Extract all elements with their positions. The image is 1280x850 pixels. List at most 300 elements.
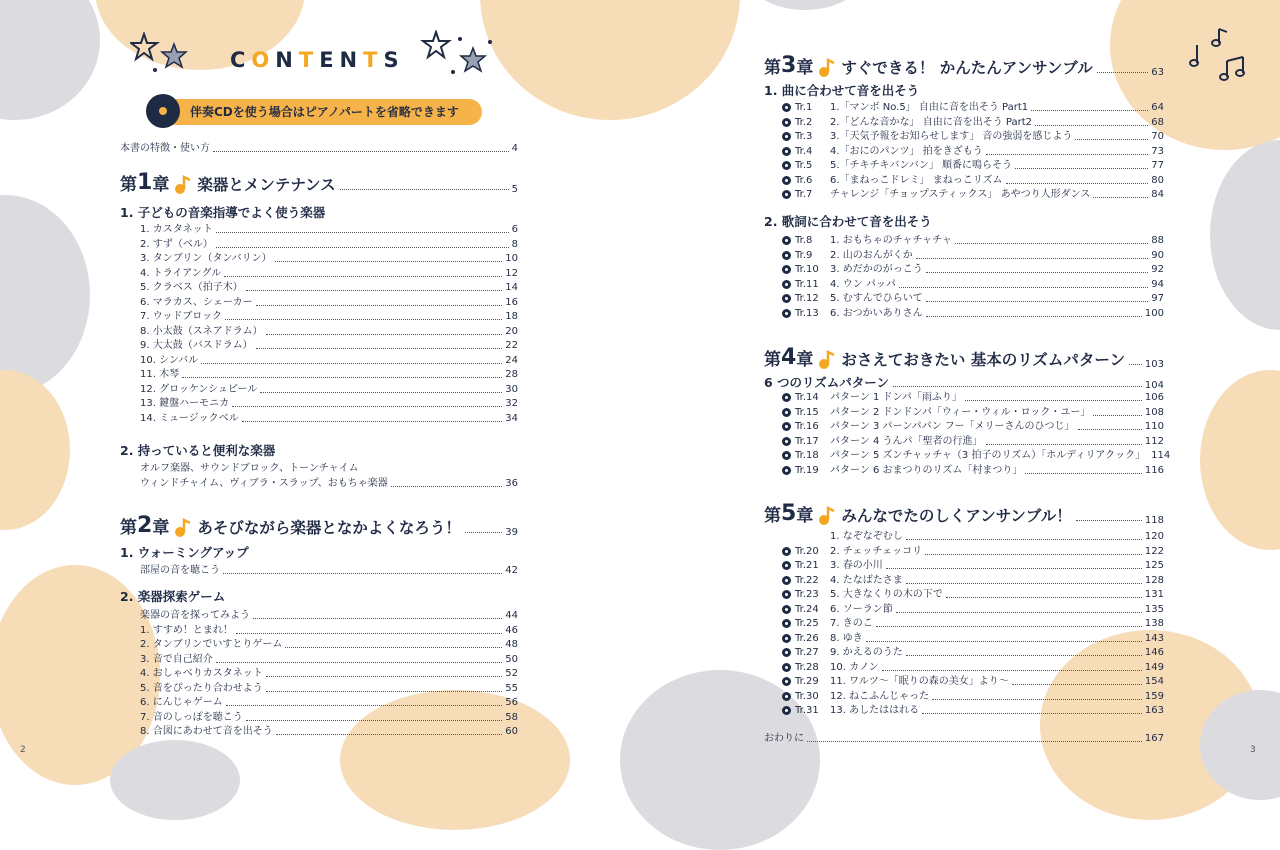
toc-entry[interactable] bbox=[140, 711, 518, 724]
entry-page: 42 bbox=[505, 565, 518, 576]
entry-label: オルフ楽器、サウンドブロック、トーンチャイム bbox=[140, 463, 359, 474]
toc-entry[interactable] bbox=[782, 661, 1164, 674]
cd-track-icon bbox=[782, 393, 791, 402]
entry-page: 143 bbox=[1144, 632, 1164, 644]
toc-entry[interactable] bbox=[140, 609, 518, 622]
cd-notice-text: 伴奏CDを使う場合はピアノパートを省略できます bbox=[190, 105, 459, 119]
track-marker bbox=[782, 159, 830, 172]
toc-entry[interactable] bbox=[782, 249, 1164, 262]
entry-label: 1.「マンボ No.5」 自由に音を出そう Part1 bbox=[830, 102, 1029, 113]
track-number: Tr.10 bbox=[795, 264, 819, 275]
toc-entry[interactable] bbox=[782, 435, 1164, 448]
toc-entry[interactable] bbox=[140, 339, 518, 352]
entry-label: パターン 1 ドンパ「雨ふり」 bbox=[830, 392, 962, 403]
cd-track-icon bbox=[782, 466, 791, 475]
track-number: Tr.14 bbox=[795, 392, 819, 403]
toc-entry[interactable] bbox=[782, 292, 1164, 305]
title-letter: N bbox=[275, 48, 299, 72]
track-number: Tr.22 bbox=[795, 574, 819, 586]
title-letter: N bbox=[339, 48, 364, 72]
cd-track-icon bbox=[782, 408, 791, 417]
page-number-right: 3 bbox=[1250, 745, 1256, 755]
entry-page: 106 bbox=[1144, 392, 1164, 403]
chapter-prefix: 第 bbox=[120, 518, 137, 538]
entry-page: 8 bbox=[511, 238, 518, 250]
toc-entry[interactable] bbox=[782, 263, 1164, 276]
toc-entry[interactable] bbox=[140, 281, 518, 294]
entry-page: 6 bbox=[511, 224, 518, 235]
toc-entry[interactable] bbox=[782, 391, 1164, 404]
chapter-title: すぐできる！ かんたんアンサンブル bbox=[841, 59, 1093, 77]
toc-entry[interactable] bbox=[782, 588, 1164, 601]
track-number: Tr.2 bbox=[795, 116, 813, 128]
section-title: 1. 曲に合わせて音を出そう bbox=[764, 83, 920, 98]
toc-entry[interactable] bbox=[140, 296, 518, 309]
chapter-prefix: 第 bbox=[120, 175, 137, 195]
track-marker bbox=[782, 545, 830, 558]
entry-label: 本書の特徴・使い方 bbox=[120, 143, 210, 154]
cd-track-icon bbox=[782, 118, 791, 127]
cd-track-icon bbox=[782, 663, 791, 672]
note-icon bbox=[173, 175, 193, 195]
cd-track-icon bbox=[782, 547, 791, 556]
toc-entry[interactable] bbox=[140, 462, 518, 475]
track-number: Tr.4 bbox=[795, 145, 813, 157]
toc-entry[interactable] bbox=[764, 732, 1164, 745]
cd-track-icon bbox=[782, 265, 791, 274]
entry-page: 131 bbox=[1144, 589, 1164, 600]
entry-page: 146 bbox=[1144, 647, 1164, 658]
title-letter: E bbox=[319, 48, 340, 72]
track-number: Tr.26 bbox=[795, 632, 819, 644]
toc-entry[interactable] bbox=[782, 704, 1164, 717]
track-marker bbox=[782, 661, 830, 674]
entry-label: 11. ワルツ～「眠りの森の美女」より～ bbox=[830, 676, 1009, 687]
chapter-heading[interactable] bbox=[764, 48, 1164, 78]
chapter-page: 39 bbox=[505, 527, 518, 538]
track-number: Tr.30 bbox=[795, 690, 819, 702]
entry-page: 100 bbox=[1144, 307, 1164, 319]
chapter-suffix: 章 bbox=[152, 175, 170, 195]
toc-entry[interactable] bbox=[140, 412, 518, 425]
section-heading bbox=[120, 441, 275, 459]
section-page: 104 bbox=[1144, 380, 1164, 391]
note-icon bbox=[817, 58, 837, 78]
entry-page: 12 bbox=[505, 267, 518, 279]
section-heading bbox=[764, 212, 932, 230]
toc-entry[interactable] bbox=[140, 223, 518, 236]
track-number: Tr.23 bbox=[795, 589, 819, 600]
title-letter: T bbox=[298, 48, 320, 72]
entry-label: チャレンジ「チョップスティックス」 あやつり人形ダンス bbox=[830, 189, 1091, 200]
entry-label: 4. ウン パッパ bbox=[830, 278, 896, 290]
entry-page: 128 bbox=[1144, 574, 1164, 586]
chapter-heading[interactable] bbox=[120, 508, 518, 538]
track-marker bbox=[782, 292, 830, 305]
toc-entry[interactable] bbox=[140, 564, 518, 577]
toc-entry[interactable] bbox=[782, 646, 1164, 659]
entry-label: 10. シンバル bbox=[140, 354, 199, 366]
entry-label: 6. ソーラン節 bbox=[830, 603, 893, 615]
entry-label: 3. めだかのがっこう bbox=[830, 264, 923, 275]
entry-label: おわりに bbox=[764, 733, 804, 744]
track-marker bbox=[782, 646, 830, 659]
toc-entry[interactable] bbox=[782, 130, 1164, 143]
track-number: Tr.7 bbox=[795, 189, 813, 200]
chapter-number: 5 bbox=[781, 501, 797, 526]
track-marker bbox=[782, 632, 830, 645]
toc-entry[interactable] bbox=[782, 278, 1164, 291]
section-title: 2. 楽器探索ゲーム bbox=[120, 589, 226, 604]
chapter-heading[interactable] bbox=[764, 340, 1164, 370]
track-number: Tr.16 bbox=[795, 421, 819, 432]
chapter-title: あそびながら楽器となかよくなろう！ bbox=[197, 519, 461, 537]
entry-page: 30 bbox=[505, 383, 518, 395]
cd-track-icon bbox=[782, 176, 791, 185]
toc-entry[interactable] bbox=[140, 238, 518, 251]
toc-entry[interactable] bbox=[782, 188, 1164, 201]
entry-label: 10. カノン bbox=[830, 661, 879, 673]
entry-page: 159 bbox=[1144, 690, 1164, 702]
toc-entry[interactable] bbox=[140, 667, 518, 680]
toc-entry[interactable] bbox=[140, 397, 518, 410]
entry-page: 14 bbox=[505, 282, 518, 293]
toc-entry[interactable] bbox=[782, 159, 1164, 172]
entry-label: 9. かえるのうた bbox=[830, 647, 903, 658]
toc-entry[interactable] bbox=[140, 638, 518, 651]
entry-page: 32 bbox=[505, 398, 518, 409]
toc-entry[interactable] bbox=[782, 420, 1164, 433]
note-icon bbox=[817, 506, 837, 526]
chapter-suffix: 章 bbox=[152, 518, 170, 538]
track-marker bbox=[782, 391, 830, 404]
toc-entry[interactable] bbox=[140, 477, 518, 490]
track-number: Tr.9 bbox=[795, 249, 813, 261]
entry-label: 3. 春の小川 bbox=[830, 560, 883, 571]
toc-entry[interactable] bbox=[782, 449, 1171, 462]
track-marker bbox=[782, 249, 830, 262]
toc-entry[interactable] bbox=[140, 653, 518, 666]
entry-page: 52 bbox=[505, 668, 518, 679]
entry-label: パターン 3 パーンパパン フー「メリーさんのひつじ」 bbox=[830, 421, 1075, 432]
entry-page: 97 bbox=[1151, 293, 1164, 304]
track-number: Tr.13 bbox=[795, 307, 819, 319]
title-letter: T bbox=[363, 48, 384, 72]
cd-notice bbox=[152, 99, 482, 125]
entry-page: 50 bbox=[505, 653, 518, 665]
toc-entry[interactable] bbox=[782, 545, 1164, 558]
entry-page: 149 bbox=[1144, 661, 1164, 673]
entry-page: 58 bbox=[505, 711, 518, 723]
entry-page: 125 bbox=[1144, 560, 1164, 571]
track-number: Tr.3 bbox=[795, 131, 813, 142]
entry-label: 2. 山のおんがくか bbox=[830, 249, 913, 261]
toc-entry[interactable] bbox=[140, 725, 518, 738]
entry-page: 114 bbox=[1151, 450, 1171, 461]
cd-track-icon bbox=[782, 451, 791, 460]
track-number: Tr.25 bbox=[795, 618, 819, 629]
entry-page: 110 bbox=[1144, 421, 1164, 432]
section-title: 1. 子どもの音楽指導でよく使う楽器 bbox=[120, 205, 326, 220]
title-letter: C bbox=[230, 48, 252, 72]
entry-page: 18 bbox=[505, 311, 518, 322]
track-number: Tr.28 bbox=[795, 661, 819, 673]
entry-label: ウィンドチャイム、ヴィブラ・スラップ、おもちゃ楽器 bbox=[140, 478, 388, 489]
entry-label: 5. 大きなくりの木の下で bbox=[830, 589, 943, 600]
track-number: Tr.24 bbox=[795, 603, 819, 615]
track-number: Tr.17 bbox=[795, 435, 819, 447]
cd-track-icon bbox=[782, 251, 791, 260]
track-number: Tr.31 bbox=[795, 705, 819, 716]
entry-page: 108 bbox=[1144, 406, 1164, 418]
section-title: 1. ウォーミングアップ bbox=[120, 545, 249, 560]
toc-entry[interactable] bbox=[140, 624, 518, 637]
entry-label: 13. あしたははれる bbox=[830, 705, 920, 716]
toc-entry[interactable] bbox=[782, 574, 1164, 587]
bg-circle bbox=[0, 195, 90, 395]
chapter-heading[interactable] bbox=[120, 165, 518, 195]
entry-label: 2. チェッチェッコリ bbox=[830, 545, 923, 557]
track-marker bbox=[782, 263, 830, 276]
section-heading bbox=[120, 587, 225, 605]
toc-entry[interactable] bbox=[782, 617, 1164, 630]
track-number: Tr.11 bbox=[795, 278, 819, 290]
toc-entry[interactable] bbox=[140, 696, 518, 709]
toc-entry[interactable] bbox=[140, 252, 518, 265]
cd-track-icon bbox=[782, 706, 791, 715]
cd-icon bbox=[146, 94, 180, 128]
track-marker bbox=[782, 435, 830, 448]
entry-label: 5.「チキチキバンバン」 順番に鳴らそう bbox=[830, 160, 1013, 171]
track-marker bbox=[782, 574, 830, 587]
toc-entry[interactable] bbox=[782, 632, 1164, 645]
entry-label: 7. 音のしっぽを聴こう bbox=[140, 711, 243, 723]
music-notes-icon bbox=[1185, 25, 1255, 85]
track-marker bbox=[782, 234, 830, 247]
bg-circle bbox=[1210, 140, 1280, 330]
chapter-suffix: 章 bbox=[796, 350, 814, 370]
toc-entry[interactable] bbox=[782, 234, 1164, 247]
entry-page: 34 bbox=[505, 412, 518, 424]
right-page bbox=[760, 0, 1171, 783]
entry-label: 4. トライアングル bbox=[140, 267, 222, 279]
entry-page: 90 bbox=[1151, 249, 1164, 261]
cd-track-icon bbox=[782, 309, 791, 318]
entry-page: 112 bbox=[1144, 435, 1164, 447]
entry-page: 24 bbox=[505, 354, 518, 366]
entry-page: 70 bbox=[1151, 131, 1164, 142]
track-marker bbox=[782, 449, 830, 462]
toc-entry[interactable] bbox=[140, 267, 518, 280]
track-number: Tr.15 bbox=[795, 406, 819, 418]
cd-track-icon bbox=[782, 605, 791, 614]
entry-page: 10 bbox=[505, 253, 518, 264]
entry-page: 80 bbox=[1151, 174, 1164, 186]
chapter-page: 103 bbox=[1144, 359, 1164, 370]
toc-entry[interactable] bbox=[782, 145, 1164, 158]
track-number: Tr.21 bbox=[795, 560, 819, 571]
entry-label: 6. マラカス、シェーカー bbox=[140, 296, 253, 308]
entry-page: 28 bbox=[505, 369, 518, 380]
toc-entry[interactable] bbox=[782, 690, 1164, 703]
cd-track-icon bbox=[782, 161, 791, 170]
cd-track-icon bbox=[782, 422, 791, 431]
title-letter: O bbox=[251, 48, 276, 72]
toc-entry[interactable] bbox=[140, 368, 518, 381]
entry-label: 8. 合図にあわせて音を出そう bbox=[140, 726, 273, 737]
toc-entry[interactable] bbox=[782, 174, 1164, 187]
entry-label: 5. クラベス（拍子木） bbox=[140, 282, 243, 293]
toc-entry[interactable] bbox=[782, 116, 1164, 129]
note-icon bbox=[173, 518, 193, 538]
toc-entry[interactable] bbox=[782, 406, 1164, 419]
entry-label: 8. ゆき bbox=[830, 632, 863, 644]
bg-circle bbox=[480, 0, 740, 120]
bg-circle bbox=[0, 370, 70, 530]
entry-page: 16 bbox=[505, 296, 518, 308]
entry-label: 11. 木琴 bbox=[140, 369, 180, 380]
entry-label: 12. グロッケンシュピール bbox=[140, 383, 258, 395]
entry-page: 138 bbox=[1144, 618, 1164, 629]
track-marker bbox=[782, 145, 830, 158]
cd-track-icon bbox=[782, 236, 791, 245]
cd-track-icon bbox=[782, 590, 791, 599]
track-marker bbox=[782, 174, 830, 187]
cd-track-icon bbox=[782, 634, 791, 643]
toc-entry[interactable] bbox=[140, 682, 518, 695]
cd-track-icon bbox=[782, 132, 791, 141]
track-marker bbox=[782, 406, 830, 419]
toc-entry[interactable] bbox=[140, 383, 518, 396]
bg-circle bbox=[1200, 370, 1280, 550]
toc-entry[interactable] bbox=[782, 559, 1164, 572]
entry-label: 14. ミュージックベル bbox=[140, 412, 239, 424]
chapter-title: おさえておきたい 基本のリズムパターン bbox=[841, 351, 1126, 369]
chapter-number: 4 bbox=[781, 345, 797, 370]
entry-label: 2.「どんな音かな」 自由に音を出そう Part2 bbox=[830, 116, 1033, 128]
entry-page: 84 bbox=[1151, 189, 1164, 200]
chapter-heading[interactable] bbox=[764, 496, 1164, 526]
toc-entry[interactable] bbox=[140, 325, 518, 338]
section-title: 2. 歌詞に合わせて音を出そう bbox=[764, 214, 932, 229]
toc-entry[interactable] bbox=[782, 464, 1164, 477]
entry-page: 116 bbox=[1144, 464, 1164, 476]
toc-entry[interactable] bbox=[782, 530, 1164, 543]
entry-label: 7. ウッドブロック bbox=[140, 311, 223, 322]
track-marker bbox=[782, 675, 830, 688]
chapter-title: 楽器とメンテナンス bbox=[197, 176, 336, 194]
section-heading[interactable] bbox=[764, 373, 1164, 391]
entry-label: 楽器の音を探ってみよう bbox=[140, 610, 250, 621]
track-number: Tr.1 bbox=[795, 102, 813, 113]
track-marker bbox=[782, 188, 830, 201]
entry-page: 64 bbox=[1151, 102, 1164, 113]
cd-track-icon bbox=[782, 619, 791, 628]
section-heading bbox=[120, 203, 325, 221]
chapter-suffix: 章 bbox=[796, 58, 814, 78]
entry-label: 1. なぞなぞむし bbox=[830, 531, 903, 542]
toc-entry[interactable] bbox=[782, 101, 1164, 114]
entry-page: 163 bbox=[1144, 705, 1164, 716]
title-letter: S bbox=[383, 48, 405, 72]
entry-page: 55 bbox=[505, 682, 518, 694]
track-marker bbox=[782, 130, 830, 143]
entry-page: 36 bbox=[505, 478, 518, 489]
chapter-page: 5 bbox=[511, 184, 518, 195]
chapter-number: 2 bbox=[137, 513, 153, 538]
section-heading bbox=[764, 81, 919, 99]
chapter-suffix: 章 bbox=[796, 506, 814, 526]
entry-page: 120 bbox=[1144, 531, 1164, 542]
toc-entry[interactable] bbox=[782, 603, 1164, 616]
toc-entry[interactable] bbox=[140, 354, 518, 367]
entry-page: 48 bbox=[505, 639, 518, 650]
toc-entry[interactable] bbox=[782, 307, 1164, 320]
entry-label: 3. 音で自己紹介 bbox=[140, 653, 213, 665]
entry-label: 5. むすんでひらいて bbox=[830, 293, 923, 304]
entry-label: パターン 4 うんパ「聖者の行進」 bbox=[830, 435, 983, 447]
chapter-prefix: 第 bbox=[764, 506, 781, 526]
cd-track-icon bbox=[782, 280, 791, 289]
cd-track-icon bbox=[782, 576, 791, 585]
cd-track-icon bbox=[782, 692, 791, 701]
entry-label: 3.「天気予報をお知らせします」 音の強弱を感じよう bbox=[830, 131, 1073, 142]
entry-label: 6.「まねっこドレミ」 まねっこリズム bbox=[830, 174, 1003, 186]
cd-track-icon bbox=[782, 190, 791, 199]
entry-label: 1. すすめ！とまれ！ bbox=[140, 624, 233, 636]
entry-page: 154 bbox=[1144, 676, 1164, 687]
cd-track-icon bbox=[782, 147, 791, 156]
cd-track-icon bbox=[782, 648, 791, 657]
cd-track-icon bbox=[782, 677, 791, 686]
toc-entry[interactable] bbox=[120, 142, 518, 155]
entry-label: パターン 5 ズンチャッチャ（3 拍子のリズム）「ホルディリアクック」 bbox=[830, 450, 1146, 461]
section-title: 6 つのリズムパターン bbox=[764, 375, 890, 390]
entry-label: 6. にんじゃゲーム bbox=[140, 697, 223, 708]
entry-label: 1. カスタネット bbox=[140, 224, 213, 235]
bg-circle bbox=[0, 0, 100, 120]
chapter-page: 118 bbox=[1144, 515, 1164, 526]
track-number: Tr.12 bbox=[795, 293, 819, 304]
entry-page: 88 bbox=[1151, 235, 1164, 246]
entry-page: 22 bbox=[505, 340, 518, 351]
entry-label: 6. おつかいありさん bbox=[830, 307, 923, 319]
section-title: 2. 持っていると便利な楽器 bbox=[120, 443, 276, 458]
entry-label: 1. おもちゃのチャチャチャ bbox=[830, 235, 952, 246]
track-marker bbox=[782, 420, 830, 433]
note-icon bbox=[817, 350, 837, 370]
entry-page: 167 bbox=[1144, 733, 1164, 744]
cd-track-icon bbox=[782, 294, 791, 303]
entry-label: パターン 6 おまつりのリズム「村まつり」 bbox=[830, 464, 1023, 476]
track-marker bbox=[782, 464, 830, 477]
entry-page: 122 bbox=[1144, 545, 1164, 557]
cd-track-icon bbox=[782, 437, 791, 446]
entry-label: パターン 2 ドンドンパ「ウィー・ウィル・ロック・ユー」 bbox=[830, 406, 1091, 418]
page-number-left: 2 bbox=[20, 745, 26, 755]
track-number: Tr.8 bbox=[795, 235, 813, 246]
section-heading bbox=[120, 543, 249, 561]
entry-label: 2. タンブリンでいすとりゲーム bbox=[140, 639, 283, 650]
left-page bbox=[112, 0, 518, 783]
entry-page: 77 bbox=[1151, 160, 1164, 171]
toc-entry[interactable] bbox=[782, 675, 1164, 688]
entry-label: 7. きのこ bbox=[830, 618, 873, 629]
track-marker bbox=[782, 704, 830, 717]
toc-entry[interactable] bbox=[140, 310, 518, 323]
track-marker bbox=[782, 307, 830, 320]
chapter-prefix: 第 bbox=[764, 350, 781, 370]
